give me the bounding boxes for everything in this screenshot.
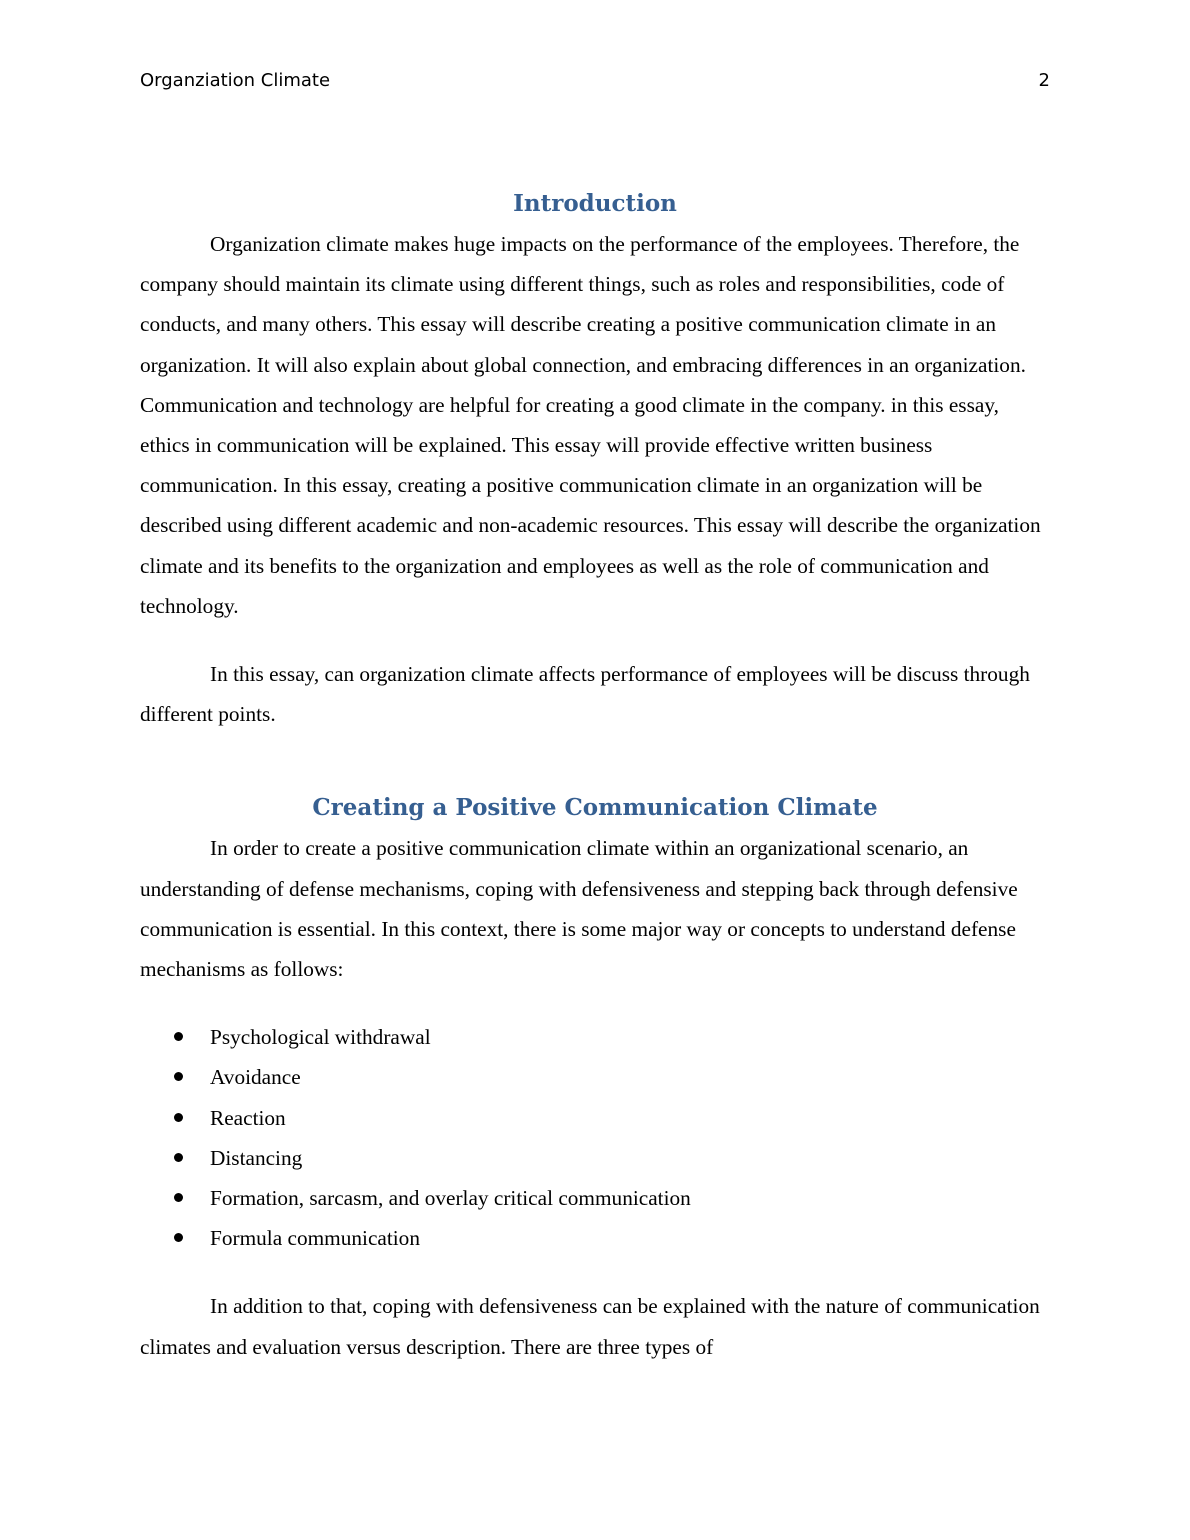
list-item <box>140 1138 1050 1178</box>
running-head: Organziation Climate <box>140 70 331 91</box>
section-heading-positive-climate: Creating a Positive Communication Climate <box>312 794 878 822</box>
document-body <box>140 184 1050 1367</box>
list-item-text: Psychological withdrawal <box>210 1025 431 1050</box>
list-item-text: Distancing <box>210 1145 303 1170</box>
bullet-icon <box>174 1193 183 1202</box>
page-number: 2 <box>1038 70 1050 91</box>
list-item-text: Formation, sarcasm, and overlay critical communication <box>210 1186 691 1211</box>
bullet-icon <box>174 1113 183 1122</box>
list-item-text: Reaction <box>210 1105 286 1130</box>
section-heading-introduction: Introduction <box>513 190 677 217</box>
introduction-paragraph-2: In this essay, can organization climate affects performance of employees will be discuss through different points. <box>140 662 1030 727</box>
bullet-icon <box>174 1072 183 1081</box>
positive-climate-intro-paragraph: In order to create a positive communication climate within an organizational scenario, an understanding of defense mechanisms, coping with defensiveness and stepping back through defensive communication is essential. In this context, there is some major way or concepts to understand defense mechanisms as follows: <box>140 836 1018 982</box>
list-item <box>140 1057 1050 1097</box>
defense-mechanisms-list <box>140 1017 1050 1258</box>
introduction-paragraph-1: Organization climate makes huge impacts on the performance of the employees. Therefore, the company should maintain its climate using different things, such as roles and responsibilities, code of conducts, and many others. This essay will describe creating a positive communication climate in an organization. It will also explain about global connection, and embracing differences in an organization. Communication and technology are helpful for creating a good climate in the company. in this essay, ethics in communication will be explained. This essay will provide effective written business communication. In this essay, creating a positive communication climate in an organization will be described using different academic and non-academic resources. This essay will describe the organization climate and its benefits to the organization and employees as well as the role of communication and technology. <box>140 232 1041 618</box>
bullet-icon <box>174 1032 183 1041</box>
list-item-text: Formula communication <box>210 1226 420 1251</box>
list-item-text: Avoidance <box>210 1065 301 1090</box>
list-item <box>140 1098 1050 1138</box>
list-item <box>140 1178 1050 1218</box>
bullet-icon <box>174 1153 183 1162</box>
bullet-icon <box>174 1233 183 1242</box>
page-header <box>140 70 1050 96</box>
positive-climate-closing-paragraph: In addition to that, coping with defensiveness can be explained with the nature of communication climates and evaluation versus description. There are three types of <box>140 1294 1040 1359</box>
list-item <box>140 1017 1050 1057</box>
list-item <box>140 1218 1050 1258</box>
